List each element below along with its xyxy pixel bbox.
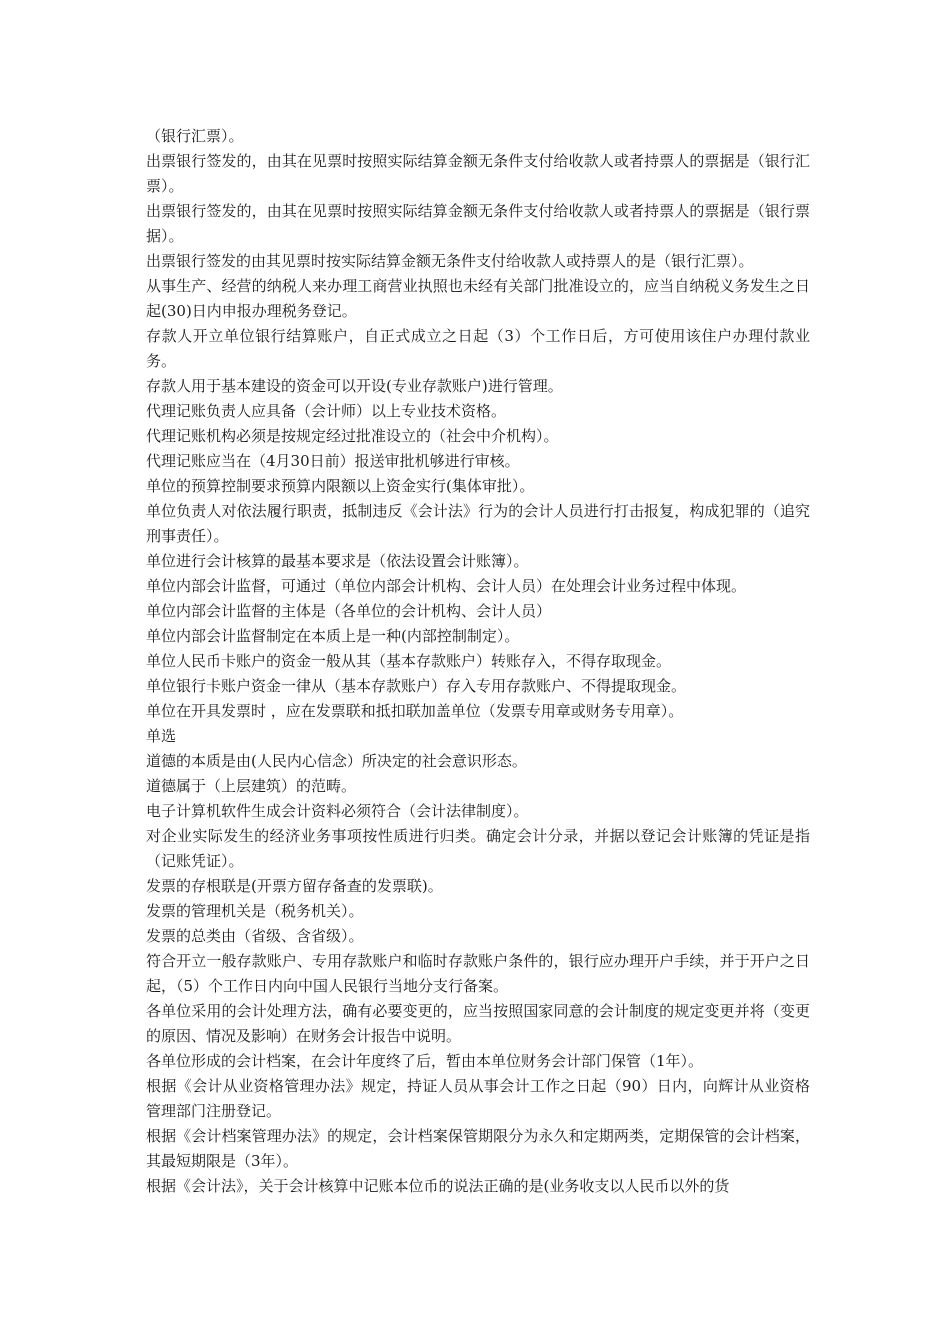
paragraph: 道德属于（上层建筑）的范畴。 xyxy=(146,777,357,795)
paragraph: 代理记账负责人应具备（会计师）以上专业技术资格。 xyxy=(146,402,507,420)
paragraph: 发票的存根联是(开票方留存备查的发票联)。 xyxy=(146,877,443,895)
paragraph: 存款人用于基本建设的资金可以开设(专业存款账户)进行管理。 xyxy=(146,377,563,395)
paragraph: 出票银行签发的，由其在见票时按照实际结算金额无条件支付给收款人或者持票人的票据是（银行票据）。 xyxy=(146,202,810,245)
paragraph: 根据《会计档案管理办法》的规定，会计档案保管期限分为永久和定期两类，定期保管的会计档案，其最短期限是（3年）。 xyxy=(146,1127,810,1170)
paragraph: 电子计算机软件生成会计资料必须符合（会计法律制度）。 xyxy=(146,802,529,820)
paragraph: 道德的本质是由(人民内心信念）所决定的社会意识形态。 xyxy=(146,752,527,770)
paragraph: 从事生产、经营的纳税人来办理工商营业执照也未经有关部门批准设立的，应当自纳税义务发生之日起(30)日内申报办理税务登记。 xyxy=(146,277,810,320)
paragraph: 单位银行卡账户资金一律从（基本存款账户）存入专用存款账户、不得提取现金。 xyxy=(146,677,687,695)
paragraph: 出票银行签发的，由其在见票时按照实际结算金额无条件支付给收款人或者持票人的票据是（银行汇票）。 xyxy=(146,152,810,195)
paragraph: 单位负责人对依法履行职责，抵制违反《会计法》行为的会计人员进行打击报复，构成犯罪的（追究刑事责任）。 xyxy=(146,502,810,545)
section-heading: 单选 xyxy=(146,727,177,745)
paragraph: 对企业实际发生的经济业务事项按性质进行归类。确定会计分录，并据以登记会计账簿的凭证是指（记账凭证）。 xyxy=(146,827,810,870)
paragraph: 发票的管理机关是（税务机关）。 xyxy=(146,902,364,920)
paragraph: 代理记账机构必须是按规定经过批准设立的（社会中介机构）。 xyxy=(146,427,559,445)
paragraph: 代理记账应当在（4月30日前）报送审批机够进行审核。 xyxy=(146,452,520,470)
paragraph: 根据《会计法》，关于会计核算中记账本位币的说法正确的是(业务收支以人民币以外的货 xyxy=(146,1177,730,1195)
paragraph: 单位的预算控制要求预算内限额以上资金实行(集体审批）。 xyxy=(146,477,535,495)
paragraph: 单位进行会计核算的最基本要求是（依法设置会计账簿）。 xyxy=(146,552,529,570)
paragraph: 单位内部会计监督，可通过（单位内部会计机构、会计人员）在处理会计业务过程中体现。 xyxy=(146,577,747,595)
paragraph: 单位人民币卡账户的资金一般从其（基本存款账户）转账存入，不得存取现金。 xyxy=(146,652,672,670)
paragraph: 单位在开具发票时 ，应在发票联和抵扣联加盖单位（发票专用章或财务专用章）。 xyxy=(146,702,684,720)
paragraph: 存款人开立单位银行结算账户，自正式成立之日起（3）个工作日后，方可使用该住户办理付款业务。 xyxy=(146,327,810,370)
paragraph: 单位内部会计监督制定在本质上是一种(内部控制制定）。 xyxy=(146,627,520,645)
paragraph: 发票的总类由（省级、含省级）。 xyxy=(146,927,364,945)
document-body xyxy=(146,124,810,1199)
paragraph: 单位内部会计监督的主体是（各单位的会计机构、会计人员） xyxy=(146,602,552,620)
paragraph: （银行汇票）。 xyxy=(146,127,244,145)
paragraph: 各单位采用的会计处理方法，确有必要变更的，应当按照国家同意的会计制度的规定变更并将（变更的原因、情况及影响）在财务会计报告中说明。 xyxy=(146,1002,810,1045)
paragraph: 各单位形成的会计档案，在会计年度终了后，暂由本单位财务会计部门保管（1年）。 xyxy=(146,1052,704,1070)
paragraph: 出票银行签发的由其见票时按实际结算金额无条件支付给收款人或持票人的是（银行汇票）。 xyxy=(146,252,754,270)
paragraph: 根据《会计从业资格管理办法》规定，持证人员从事会计工作之日起（90）日内，向辉计从业资格管理部门注册登记。 xyxy=(146,1077,810,1120)
paragraph: 符合开立一般存款账户、专用存款账户和临时存款账户条件的，银行应办理开户手续，并于开户之日起，（5）个工作日内向中国人民银行当地分支行备案。 xyxy=(146,952,810,995)
